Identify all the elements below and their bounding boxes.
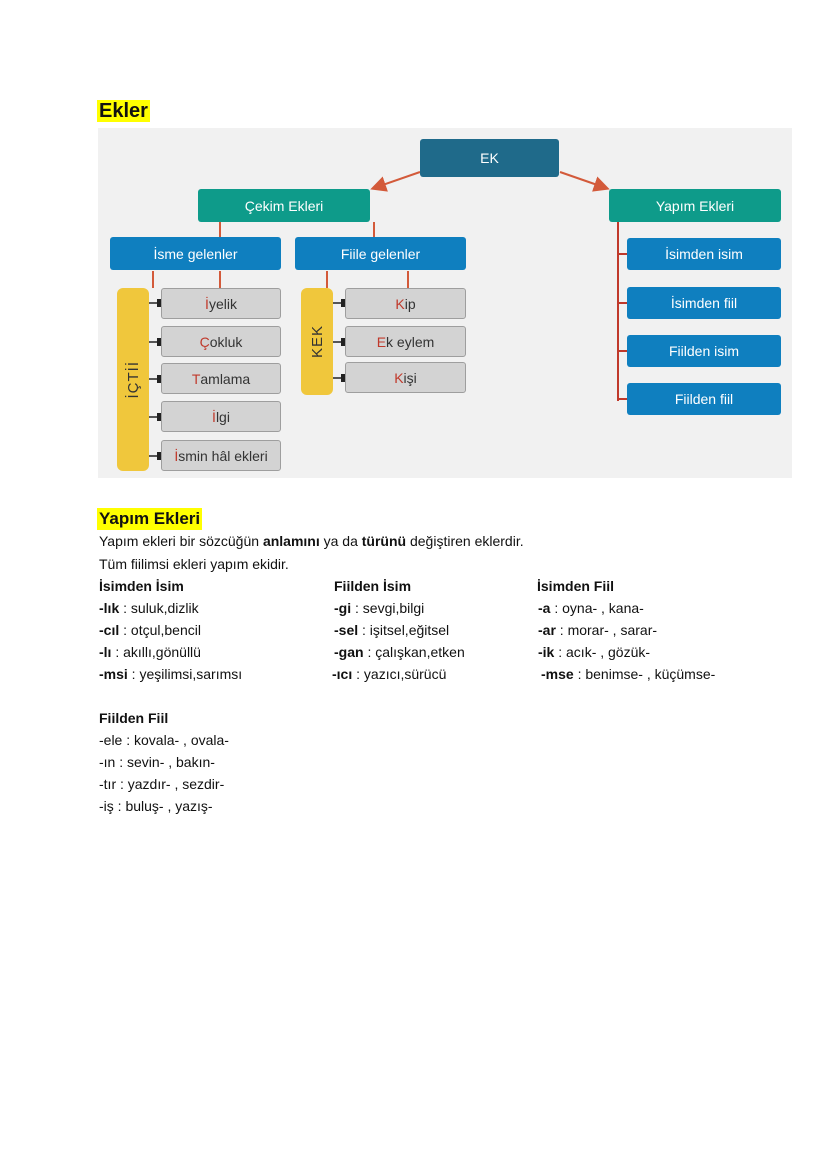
- fiile-item: K ip: [345, 288, 466, 319]
- column-header: Fiilden İsim: [334, 578, 412, 594]
- intro-line-2: Tüm fiilimsi ekleri yapım ekidir.: [99, 556, 289, 572]
- isme-item: İ lgi: [161, 401, 281, 432]
- kek-label: KEK: [308, 324, 326, 358]
- arrow-ek-cekim: [374, 172, 420, 188]
- arrow-ek-yapim: [560, 172, 606, 188]
- yapim-item: Fiilden isim: [627, 335, 781, 367]
- list-item: -ar : morar- , sarar-: [538, 622, 658, 638]
- list-item: -ik : acık- , gözük-: [538, 644, 651, 660]
- yapim-item: İsimden isim: [627, 238, 781, 270]
- isme-item: İ yelik: [161, 288, 281, 319]
- yapim-item: Fiilden fiil: [627, 383, 781, 415]
- list-item: -iş : buluş- , yazış-: [99, 798, 213, 814]
- list-item: -gan : çalışkan,etken: [334, 644, 465, 660]
- kek-bar: [301, 288, 333, 395]
- intro-line-1: Yapım ekleri bir sözcüğün anlamını ya da türünü değiştiren eklerdir.: [99, 533, 524, 549]
- page-title: Ekler: [99, 100, 148, 122]
- fiile-item: K işi: [345, 362, 466, 393]
- list-item: -ele : kovala- , ovala-: [99, 732, 229, 748]
- list-item: -cıl : otçul,bencil: [99, 622, 201, 638]
- list-item: -ın : sevin- , bakın-: [99, 754, 215, 770]
- column-header: İsimden İsim: [99, 578, 184, 594]
- fiilden-fiil-header: Fiilden Fiil: [99, 710, 169, 726]
- cekim-ekleri-box: Çekim Ekleri: [198, 189, 370, 222]
- section-title: Yapım Ekleri: [99, 509, 201, 528]
- suffix-diagram: [98, 128, 792, 478]
- isme-item: İ smin hâl ekleri: [161, 440, 281, 471]
- list-item: -mse : benimse- , küçümse-: [541, 666, 716, 682]
- ictii-bar: [117, 288, 149, 471]
- list-item: -a : oyna- , kana-: [538, 600, 644, 616]
- isme-gelenler-box: İsme gelenler: [110, 237, 281, 270]
- list-item: -sel : işitsel,eğitsel: [334, 622, 450, 638]
- list-item: -msi : yeşilimsi,sarımsı: [99, 666, 243, 682]
- list-item: -lık : suluk,dizlik: [99, 600, 199, 616]
- list-item: -gi : sevgi,bilgi: [334, 600, 425, 616]
- yapim-item: İsimden fiil: [627, 287, 781, 319]
- isme-item: Ç okluk: [161, 326, 281, 357]
- list-item: -ıcı : yazıcı,sürücü: [332, 666, 447, 682]
- ek-box: EK: [420, 139, 559, 177]
- list-item: -lı : akıllı,gönüllü: [99, 644, 201, 660]
- list-item: -tır : yazdır- , sezdir-: [99, 776, 225, 792]
- isme-item: T amlama: [161, 363, 281, 394]
- column-header: İsimden Fiil: [537, 578, 615, 594]
- fiile-gelenler-box: Fiile gelenler: [295, 237, 466, 270]
- fiile-item: E k eylem: [345, 326, 466, 357]
- ictii-label: İÇTİİ: [124, 360, 142, 399]
- yapim-ekleri-box: Yapım Ekleri: [609, 189, 781, 222]
